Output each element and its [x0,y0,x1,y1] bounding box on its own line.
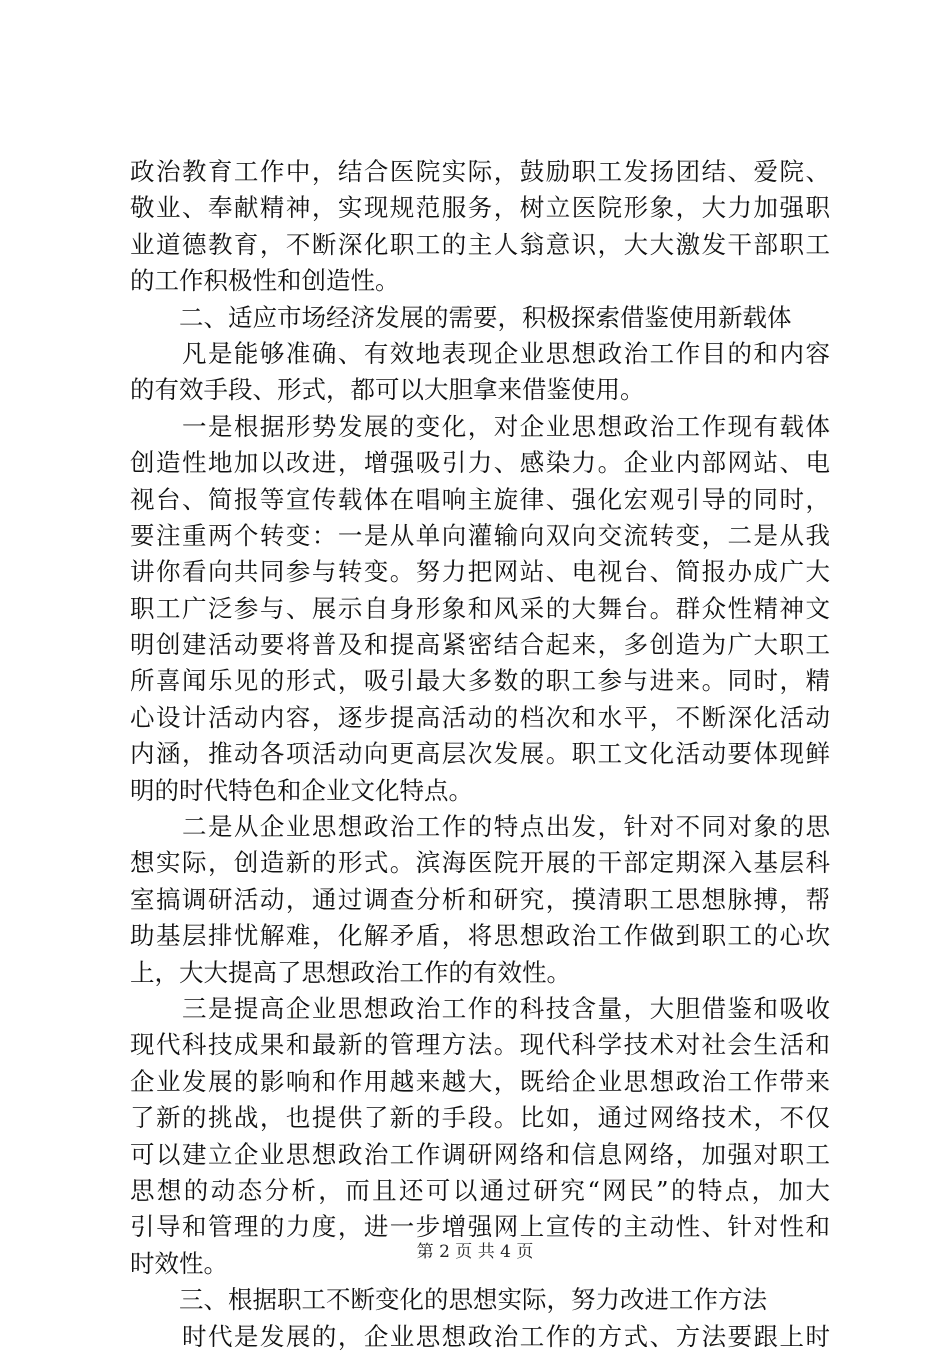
text-line: 上，大大提高了思想政治工作的有效性。 [130,957,571,987]
text-line: 时效性。 [130,1248,228,1278]
text-line: 的有效手段、形式，都可以大胆拿来借鉴使用。 [130,375,645,405]
text-line: 助基层排忧解难，化解矛盾，将思想政治工作做到职工的心坎 [130,921,830,951]
text-line: 讲你看向共同参与转变。努力把网站、电视台、简报办成广大 [130,557,830,587]
text-line: 二是从企业思想政治工作的特点出发，针对不同对象的思 [130,812,830,842]
text-line: 心设计活动内容，逐步提高活动的档次和水平，不断深化活动 [130,702,830,732]
text-line: 二、适应市场经济发展的需要，积极探索借鉴使用新载体 [130,302,792,332]
text-line: 三、根据职工不断变化的思想实际，努力改进工作方法 [130,1285,767,1315]
text-line: 的工作积极性和创造性。 [130,266,400,296]
text-line: 想实际，创造新的形式。滨海医院开展的干部定期深入基层科 [130,848,830,878]
text-line: 明的时代特色和企业文化特点。 [130,775,473,805]
text-line: 凡是能够准确、有效地表现企业思想政治工作目的和内容 [130,338,830,368]
text-line: 明创建活动要将普及和提高紧密结合起来，多创造为广大职工 [130,630,830,660]
text-line: 一是根据形势发展的变化，对企业思想政治工作现有载体 [130,411,830,441]
page-number-footer: 第 2 页 共 4 页 [416,1242,534,1262]
text-line: 所喜闻乐见的形式，吸引最大多数的职工参与进来。同时，精 [130,666,830,696]
text-line: 敬业、奉献精神，实现规范服务，树立医院形象，大力加强职 [130,193,830,223]
text-line: 现代科技成果和最新的管理方法。现代科学技术对社会生活和 [130,1030,830,1060]
text-line: 了新的挑战，也提供了新的手段。比如，通过网络技术，不仅 [130,1103,830,1133]
text-line: 要注重两个转变：一是从单向灌输向双向交流转变，二是从我 [130,520,830,550]
text-line: 可以建立企业思想政治工作调研网络和信息网络，加强对职工 [130,1139,830,1169]
text-line: 时代是发展的，企业思想政治工作的方式、方法要跟上时 [130,1321,830,1351]
text-line: 引导和管理的力度，进一步增强网上宣传的主动性、针对性和 [130,1212,830,1242]
text-line: 思想的动态分析，而且还可以通过研究“网民”的特点，加大 [130,1175,830,1205]
text-line: 室搞调研活动，通过调查分析和研究，摸清职工思想脉搏，帮 [130,884,830,914]
text-line: 业道德教育，不断深化职工的主人翁意识，大大激发干部职工 [130,229,830,259]
text-line: 视台、简报等宣传载体在唱响主旋律、强化宏观引导的同时， [130,484,830,514]
text-line: 内涵，推动各项活动向更高层次发展。职工文化活动要体现鲜 [130,739,830,769]
document-body [130,154,830,1355]
text-line: 政治教育工作中，结合医院实际，鼓励职工发扬团结、爱院、 [130,157,830,186]
text-line: 三是提高企业思想政治工作的科技含量，大胆借鉴和吸收 [130,993,830,1023]
text-line: 创造性地加以改进，增强吸引力、感染力。企业内部网站、电 [130,448,830,478]
text-line: 企业发展的影响和作用越来越大，既给企业思想政治工作带来 [130,1066,830,1096]
text-line: 职工广泛参与、展示自身形象和风采的大舞台。群众性精神文 [130,593,830,623]
